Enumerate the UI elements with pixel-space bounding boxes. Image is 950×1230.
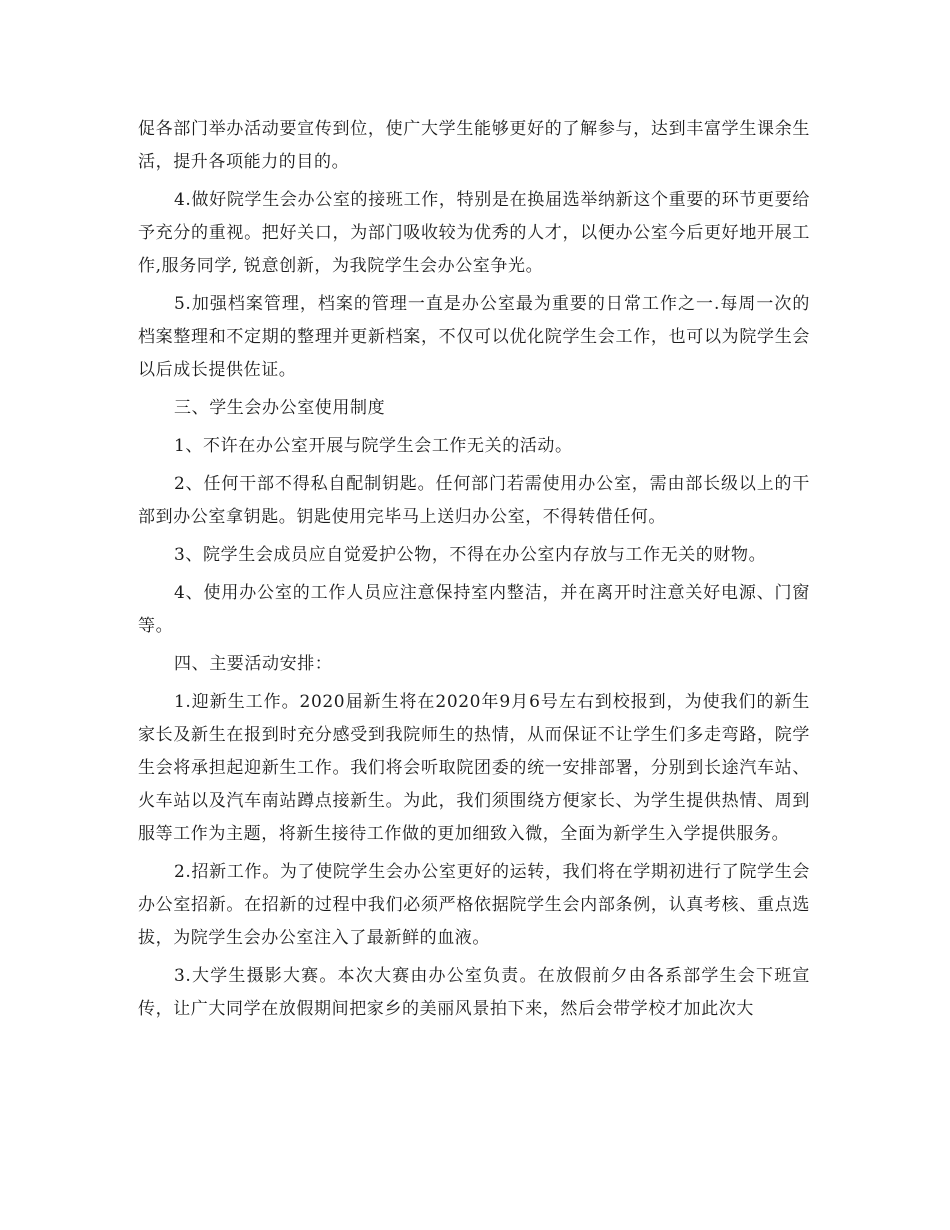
activity-item-1: 1.迎新生工作。2020届新生将在2020年9月6号左右到校报到，为使我们的新生家长及新生在报到时充分感受到我院师生的热情，从而保证不让学生们多走弯路，院学生会将承担起迎新生工作。我们将会听取院团委的统一安排部署，分别到长途汽车站、火车站以及汽车南站蹲点接新生。为此，我们须围绕方便家长、为学生提供热情、周到服等工作为主题，将新生接待工作做的更加细致入微，全面为新学生入学提供服务。 — [138, 692, 810, 844]
section-heading-activities: 四、主要活动安排： — [174, 654, 333, 674]
rule-item-2: 2、任何干部不得私自配制钥匙。任何部门若需使用办公室，需由部长级以上的干部到办公室拿钥匙。钥匙使用完毕马上送归办公室，不得转借任何。 — [138, 474, 810, 527]
activity-item-3: 3.大学生摄影大赛。本次大赛由办公室负责。在放假前夕由各系部学生会下班宣传，让广大同学在放假期间把家乡的美丽风景拍下来，然后会带学校才加此次大 — [138, 966, 810, 1019]
document-body — [138, 113, 810, 1031]
section-heading-office-rules: 三、学生会办公室使用制度 — [174, 398, 386, 418]
paragraph-item-4: 4.做好院学生会办公室的接班工作，特别是在换届选举纳新这个重要的环节更要给予充分的重视。把好关口，为部门吸收较为优秀的人才，以便办公室今后更好地开展工作,服务同学, 锐意创新，为我院学生会办公室争光。 — [138, 190, 810, 276]
paragraph-item-5: 5.加强档案管理，档案的管理一直是办公室最为重要的日常工作之一.每周一次的档案整理和不定期的整理并更新档案，不仅可以优化院学生会工作，也可以为院学生会以后成长提供佐证。 — [138, 294, 810, 380]
paragraph-continuation: 促各部门举办活动要宣传到位，使广大学生能够更好的了解参与，达到丰富学生课余生活，提升各项能力的目的。 — [138, 119, 810, 172]
activity-item-2: 2.招新工作。为了使院学生会办公室更好的运转，我们将在学期初进行了院学生会办公室招新。在招新的过程中我们必须严格依据院学生会内部条例，认真考核、重点选拔，为院学生会办公室注入了最新鲜的血液。 — [138, 862, 810, 948]
rule-item-1: 1、不许在办公室开展与院学生会工作无关的活动。 — [174, 436, 573, 456]
rule-item-4: 4、使用办公室的工作人员应注意保持室内整洁，并在离开时注意关好电源、门窗等。 — [138, 583, 810, 636]
rule-item-3: 3、院学生会成员应自觉爱护公物，不得在办公室内存放与工作无关的财物。 — [174, 545, 767, 565]
